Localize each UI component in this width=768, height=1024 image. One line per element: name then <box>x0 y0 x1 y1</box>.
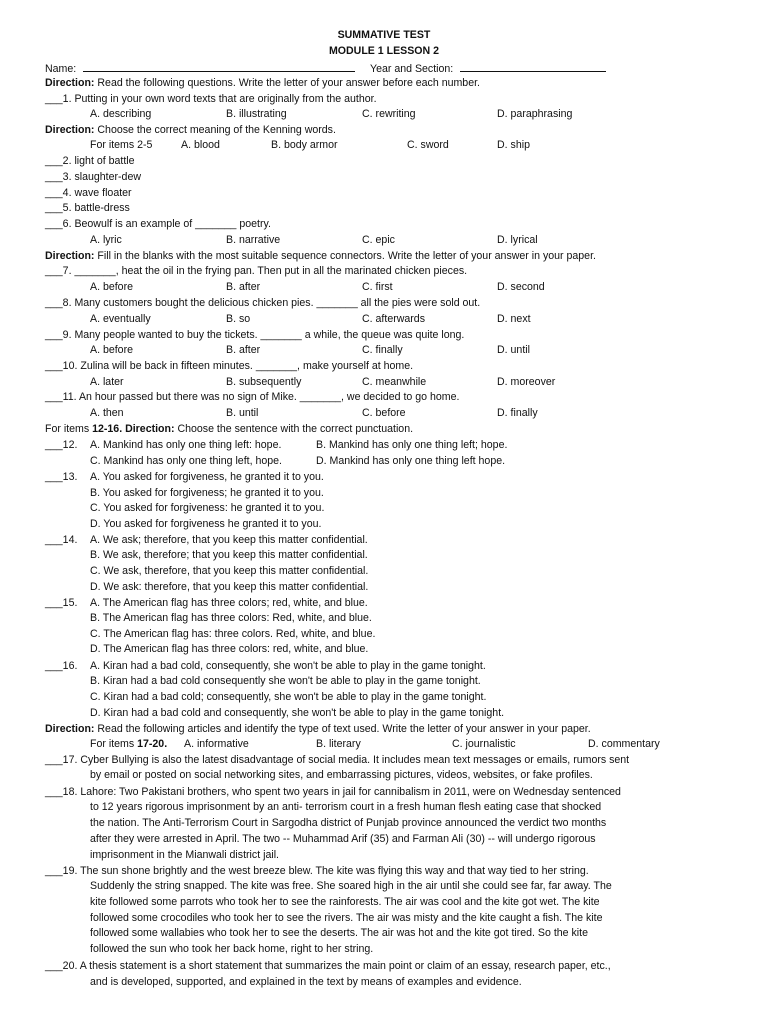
q1-choice-b: B. illustrating <box>226 108 287 120</box>
question-11: ___11. An hour passed but there was no sign of Mike. _______, we decided to go home. <box>45 391 460 403</box>
question-20-line-1: ___20. A thesis statement is a short statement that summarizes the main point or claim of an essay, research paper, etc., <box>45 960 611 972</box>
question-9: ___9. Many people wanted to buy the tickets. _______ a while, the queue was quite long. <box>45 329 465 341</box>
question-10: ___10. Zulina will be back in fifteen minutes. _______, make yourself at home. <box>45 360 414 372</box>
question-3: ___3. slaughter-dew <box>45 171 141 183</box>
q15-choice-d: D. The American flag has three colors: red, white, and blue. <box>90 643 369 655</box>
question-19-line-1: ___19. The sun shone brightly and the west breeze blew. The kite was flying this way and that way tied to her string. <box>45 865 589 877</box>
question-13-number: ___13. <box>45 471 78 483</box>
q12-choice-d: D. Mankind has only one thing left hope. <box>316 455 506 467</box>
kenning-choice-d: D. ship <box>497 139 530 151</box>
question-18-line-5: imprisonment in the Mianwali district jail. <box>90 849 279 861</box>
question-19-line-3: kite followed some parrots who took her to see the rainforests. The air was cool and the kite got wet. The kite <box>90 896 600 908</box>
q6-choice-b: B. narrative <box>226 234 281 246</box>
q16-choice-c: C. Kiran had a bad cold; consequently, she won't be able to play in the game tonight. <box>90 691 487 703</box>
q10-choice-d: D. moreover <box>497 376 556 388</box>
question-8: ___8. Many customers bought the delicious chicken pies. _______ all the pies were sold out. <box>45 297 481 309</box>
text-type-choice-a: A. informative <box>184 738 249 750</box>
q6-choice-d: D. lyrical <box>497 234 538 246</box>
question-19-line-4: followed some crocodiles who took her to see the rivers. The air was misty and the kite caught a fish. The kite <box>90 912 603 924</box>
q13-choice-a: A. You asked for forgiveness, he granted it to you. <box>90 471 324 483</box>
q1-choice-d: D. paraphrasing <box>497 108 573 120</box>
direction-1: Direction: Read the following questions. Write the letter of your answer before each number. <box>45 77 480 89</box>
question-19-line-6: followed the sun who took her back home, right to her string. <box>90 943 374 955</box>
direction-3: Direction: Fill in the blanks with the most suitable sequence connectors. Write the letter of your answer in your paper. <box>45 250 596 262</box>
kenning-choice-c: C. sword <box>407 139 449 151</box>
q12-choice-c: C. Mankind has only one thing left, hope. <box>90 455 282 467</box>
document-title: SUMMATIVE TEST <box>337 29 431 41</box>
question-19-line-5: followed some wallabies who took her to see the deserts. The air was hot and the kite got tired. So the kite <box>90 927 588 939</box>
q14-choice-c: C. We ask, therefore, that you keep this matter confidential. <box>90 565 369 577</box>
question-6: ___6. Beowulf is an example of _______ poetry. <box>45 218 271 230</box>
question-16-number: ___16. <box>45 660 78 672</box>
q8-choice-a: A. eventually <box>90 313 151 325</box>
q11-choice-b: B. until <box>226 407 259 419</box>
text-type-items-label: For items 17-20. <box>90 738 168 750</box>
q14-choice-d: D. We ask: therefore, that you keep this matter confidential. <box>90 581 369 593</box>
q10-choice-b: B. subsequently <box>226 376 302 388</box>
name-line <box>45 61 355 76</box>
q16-choice-a: A. Kiran had a bad cold, consequently, she won't be able to play in the game tonight. <box>90 660 486 672</box>
q13-choice-b: B. You asked for forgiveness; he granted it to you. <box>90 487 324 499</box>
kenning-choice-a: A. blood <box>181 139 220 151</box>
q14-choice-b: B. We ask, therefore; that you keep this matter confidential. <box>90 549 368 561</box>
q8-choice-d: D. next <box>497 313 531 325</box>
question-5: ___5. battle-dress <box>45 202 130 214</box>
q9-choice-c: C. finally <box>362 344 403 356</box>
question-4: ___4. wave floater <box>45 187 132 199</box>
kenning-items-label: For items 2-5 <box>90 139 153 151</box>
q10-choice-a: A. later <box>90 376 124 388</box>
name-blank <box>83 61 355 72</box>
direction-4: For items 12-16. Direction: Choose the sentence with the correct punctuation. <box>45 423 414 435</box>
kenning-choice-b: B. body armor <box>271 139 338 151</box>
question-7: ___7. _______, heat the oil in the frying pan. Then put in all the marinated chicken pieces. <box>45 265 468 277</box>
question-18-line-1: ___18. Lahore: Two Pakistani brothers, who spent two years in jail for cannibalism in 2011, were on Wednesday sentenced <box>45 786 621 798</box>
question-18-line-4: after they were arrested in April. The two -- Muhammad Arif (35) and Farman Ali (30) -- will undergo rigorous <box>90 833 596 845</box>
question-1: ___1. Putting in your own word texts that are originally from the author. <box>45 93 377 105</box>
q8-choice-c: C. afterwards <box>362 313 425 325</box>
question-18-line-3: the nation. The Anti-Terrorism Court in Sargodha district of Punjab province announced the verdict two months <box>90 817 607 829</box>
question-14-number: ___14. <box>45 534 78 546</box>
name-label: Name: <box>45 63 77 75</box>
question-15-number: ___15. <box>45 597 78 609</box>
q6-choice-c: C. epic <box>362 234 395 246</box>
q15-choice-a: A. The American flag has three colors; red, white, and blue. <box>90 597 368 609</box>
q16-choice-b: B. Kiran had a bad cold consequently she won't be able to play in the game tonight. <box>90 675 481 687</box>
q8-choice-b: B. so <box>226 313 251 325</box>
q10-choice-c: C. meanwhile <box>362 376 427 388</box>
q9-choice-d: D. until <box>497 344 530 356</box>
text-type-choice-d: D. commentary <box>588 738 660 750</box>
q11-choice-c: C. before <box>362 407 406 419</box>
q11-choice-d: D. finally <box>497 407 538 419</box>
question-20-line-2: and is developed, supported, and explained in the text by means of examples and evidence. <box>90 976 522 988</box>
q7-choice-d: D. second <box>497 281 545 293</box>
q9-choice-a: A. before <box>90 344 133 356</box>
question-12-number: ___12. <box>45 439 78 451</box>
q13-choice-c: C. You asked for forgiveness: he granted it to you. <box>90 502 325 514</box>
question-17-line-1: ___17. Cyber Bullying is also the latest disadvantage of social media. It includes mean text messages or emails, rumors sent <box>45 754 630 766</box>
q15-choice-b: B. The American flag has three colors: Red, white, and blue. <box>90 612 372 624</box>
q9-choice-b: B. after <box>226 344 261 356</box>
direction-2: Direction: Choose the correct meaning of the Kenning words. <box>45 124 336 136</box>
q1-choice-c: C. rewriting <box>362 108 416 120</box>
year-section-label: Year and Section: <box>370 63 454 75</box>
question-17-line-2: by email or posted on social networking sites, and embarrassing pictures, videos, websites, or fake profiles. <box>90 769 593 781</box>
direction-5: Direction: Read the following articles and identify the type of text used. Write the letter of your answer in your paper. <box>45 723 591 735</box>
q14-choice-a: A. We ask; therefore, that you keep this matter confidential. <box>90 534 368 546</box>
document-subtitle: MODULE 1 LESSON 2 <box>328 45 440 57</box>
q7-choice-b: B. after <box>226 281 261 293</box>
year-section-blank <box>460 61 606 72</box>
q12-choice-b: B. Mankind has only one thing left; hope. <box>316 439 508 451</box>
year-section-line <box>370 61 606 76</box>
question-18-line-2: to 12 years rigorous imprisonment by an anti- terrorism court in a fresh human flesh eating case that shocked <box>90 801 602 813</box>
question-2: ___2. light of battle <box>45 155 135 167</box>
question-19-line-2: Suddenly the string snapped. The kite was free. She soared high in the air until she could see far, far away. The <box>90 880 612 892</box>
q12-choice-a: A. Mankind has only one thing left: hope. <box>90 439 282 451</box>
q13-choice-d: D. You asked for forgiveness he granted it to you. <box>90 518 322 530</box>
q7-choice-c: C. first <box>362 281 393 293</box>
q16-choice-d: D. Kiran had a bad cold and consequently, she won't be able to play in the game tonight. <box>90 707 505 719</box>
q15-choice-c: C. The American flag has: three colors. Red, white, and blue. <box>90 628 376 640</box>
text-type-choice-b: B. literary <box>316 738 361 750</box>
q1-choice-a: A. describing <box>90 108 152 120</box>
text-type-choice-c: C. journalistic <box>452 738 516 750</box>
q11-choice-a: A. then <box>90 407 124 419</box>
q6-choice-a: A. lyric <box>90 234 122 246</box>
q7-choice-a: A. before <box>90 281 133 293</box>
